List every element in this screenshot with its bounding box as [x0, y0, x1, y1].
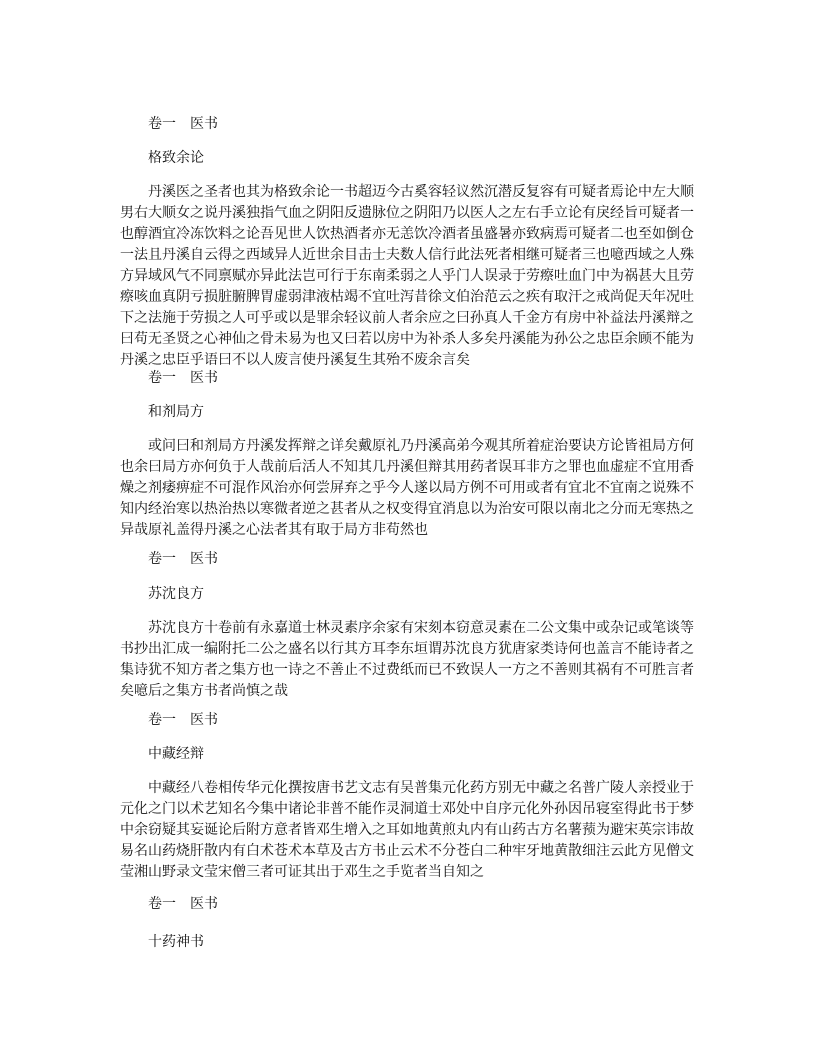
paragraph-line: 也醇酒宜冷冻饮料之论吾见世人饮热酒者亦无恙饮冷酒者虽盛暑亦致病焉可疑者二也至如倒仓 — [120, 226, 694, 242]
juan-label: 卷一 医书 — [148, 551, 218, 567]
section-title: 格致余论 — [148, 150, 204, 166]
paragraph-line: 中余窃疑其妄诞论后附方意者皆邓生增入之耳如地黄煎丸内有山药古方名薯蓣为避宋英宗讳故 — [120, 822, 694, 838]
paragraph-line: 元化之门以术艺知名今集中诸论非普不能作灵洞道士邓处中自序元化外孙因吊寝室得此书于梦 — [120, 801, 694, 817]
paragraph-line: 矣噫后之集方书者尚慎之哉 — [120, 683, 288, 699]
paragraph-line: 下之法施于劳损之人可乎或以是罪余轻议前人者余应之曰孙真人千金方有房中补益法丹溪辩之 — [120, 310, 694, 326]
section-title: 和剂局方 — [148, 404, 204, 420]
paragraph-line: 异哉原礼盖得丹溪之心法者其有取于局方非苟然也 — [120, 522, 428, 538]
paragraph-line: 集诗犹不知方者之集方也一诗之不善止不过费纸而已不致误人一方之不善则其祸有不可胜言者 — [120, 662, 694, 678]
paragraph-line: 曰苟无圣贤之心神仙之骨未易为也又曰若以房中为补杀人多矣丹溪能为孙公之忠臣余顾不能为 — [120, 331, 694, 347]
paragraph-line: 莹湘山野录文莹宋僧三者可证其出于邓生之手览者当自知之 — [120, 864, 484, 880]
paragraph-line: 中藏经八卷相传华元化撰按唐书艺文志有吴普集元化药方别无中藏之名普广陵人亲授业于 — [148, 780, 694, 796]
section-title: 十药神书 — [148, 934, 204, 950]
paragraph-line: 瘵咳血真阴亏损脏腑脾胃虚弱津液枯竭不宜吐泻昔徐文伯治范云之疾有取汗之戒尚促天年况吐 — [120, 289, 694, 305]
juan-label: 卷一 医书 — [148, 116, 218, 132]
paragraph-line: 男右大顺女之说丹溪独指气血之阴阳反遗脉位之阴阳乃以医人之左右手立论有戾经旨可疑者一 — [120, 205, 694, 221]
paragraph-line: 燥之剂痿痹症不可混作风治亦何尝屏弃之乎今人遂以局方例不可用或者有宜北不宜南之说殊不 — [120, 480, 694, 496]
juan-label: 卷一 医书 — [148, 896, 218, 912]
paragraph-line: 苏沈良方十卷前有永嘉道士林灵素序余家有宋刻本窃意灵素在二公文集中或杂记或笔谈等 — [148, 620, 694, 636]
paragraph-line: 丹溪医之圣者也其为格致余论一书超迈今古奚容轻议然沉潜反复容有可疑者焉论中左大顺 — [148, 184, 694, 200]
paragraph-line: 也余曰局方亦何负于人哉前后活人不知其几丹溪但辩其用药者误耳非方之罪也血虚症不宜用香 — [120, 459, 694, 475]
paragraph-line: 易名山药烧肝散内有白术苍术本草及古方书止云术不分苍白二种牢牙地黄散细注云此方见僧文 — [120, 843, 694, 859]
paragraph-line: 或问曰和剂局方丹溪发挥辩之详矣戴原礼乃丹溪高弟今观其所着症治要诀方论皆祖局方何 — [148, 438, 694, 454]
paragraph-line: 书抄出汇成一编附托二公之盛名以行其方耳李东垣谓苏沈良方犹唐家类诗何也盖言不能诗者之 — [120, 641, 694, 657]
section-title: 中藏经辩 — [148, 746, 204, 762]
paragraph-line: 一法且丹溪自云得之西域异人近世余目击士夫数人信行此法死者相继可疑者三也噫西域之人殊 — [120, 247, 694, 263]
paragraph-line: 方异域风气不同禀赋亦异此法岂可行于东南柔弱之人乎门人误录于劳瘵吐血门中为祸甚大且劳 — [120, 268, 694, 284]
juan-label: 卷一 医书 — [148, 712, 218, 728]
paragraph-line: 知内经治寒以热治热以寒微者逆之甚者从之权变得宜消息以为治安可限以南北之分而无寒热之 — [120, 501, 694, 517]
juan-label: 卷一 医书 — [148, 370, 218, 386]
section-title: 苏沈良方 — [148, 586, 204, 602]
paragraph-line: 丹溪之忠臣乎语曰不以人废言使丹溪复生其殆不废余言矣 — [120, 352, 470, 368]
